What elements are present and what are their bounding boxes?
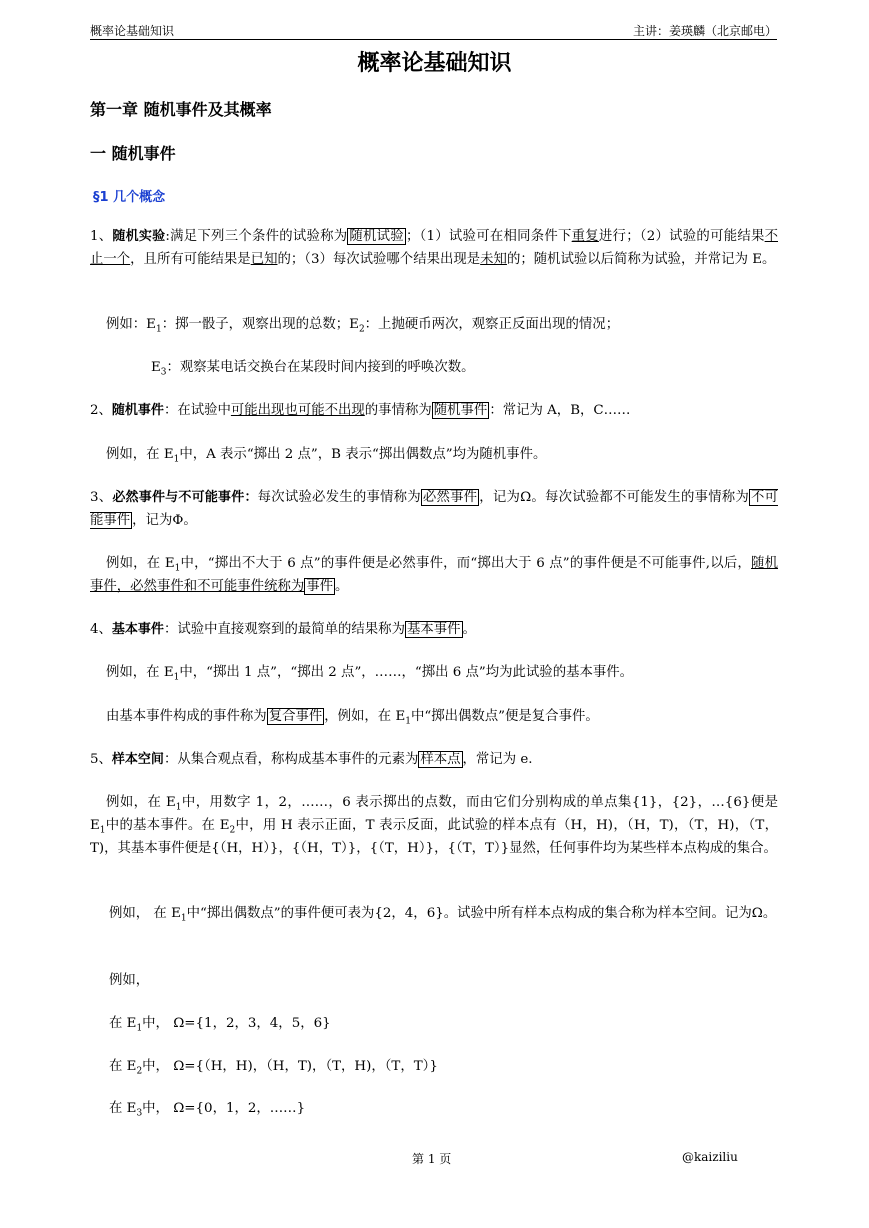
term-basic-event: 基本事件: [111, 622, 164, 637]
text: 例如，在 E: [106, 665, 174, 680]
example3: [90, 552, 778, 598]
subscript: 1: [173, 454, 180, 465]
boxed-term: 不可能事件: [90, 490, 779, 528]
subscript: 3: [160, 367, 167, 378]
example5: [90, 791, 778, 860]
text: ，常记为 e.: [462, 752, 533, 767]
paragraph-item4: [90, 618, 778, 641]
text: 中，A 表示“掷出 2 点”，B 表示“掷出偶数点”均为随机事件。: [179, 447, 547, 462]
text: ，记为Φ。: [132, 513, 197, 528]
item-number: 2、: [90, 403, 112, 418]
example1-line2: [151, 356, 475, 379]
subscript: 1: [155, 324, 162, 335]
text: ：从集合观点看，称构成基本事件的元素为: [163, 752, 419, 767]
subscript: 1: [136, 1023, 143, 1034]
text: 中，用 H 表示正面，T 表示反面，此试验的样本点有（H，H)，（H，T)，（T，H)，（T，T)，其基本事件便是{（H，H）}，{（H，T）}，{（T，H）}，{（T，T）}显然，任何事件均为某些样本点构成的集合。: [90, 818, 778, 856]
subsection-heading: §1 几个概念: [93, 190, 166, 205]
boxed-term: 事件: [306, 579, 334, 594]
author-handle: @kaiziliu: [682, 1150, 738, 1164]
subscript: 1: [99, 825, 106, 836]
page-header: [90, 20, 777, 40]
boxed-term: 随机试验: [349, 229, 404, 244]
text: 每次试验必发生的事情称为: [257, 490, 421, 505]
text: 中，用数字 1，2，……，6 表示掷出的点数，而由它们分别构成的单点集{1}，{2}，…{6}便是 E: [90, 795, 778, 833]
item-number: 5、: [90, 752, 112, 767]
text: ：常记为 A，B，C……: [489, 403, 631, 418]
paragraph-item5: [90, 748, 778, 771]
sample-space-e3: [109, 1097, 305, 1120]
text: 的事情称为: [364, 403, 432, 418]
text: 满足下列三个条件的试验称为: [169, 229, 348, 244]
boxed-term: 随机事件: [433, 403, 488, 418]
boxed-term: 样本点: [420, 752, 461, 767]
subscript: 2: [136, 1066, 143, 1077]
text: 例如：E: [106, 317, 156, 332]
text: 中“掷出偶数点”的事件便可表为{2，4，6}。试验中所有样本点构成的集合称为样本空间。记为Ω。: [186, 906, 777, 921]
text: 的；（3）每次试验哪个结果出现是: [277, 252, 481, 267]
chapter-heading: 第一章 随机事件及其概率: [90, 100, 272, 119]
text: 中，“掷出不大于 6 点”的事件便是必然事件，而“掷出大于 6 点”的事件便是不可能事件,以后，: [180, 556, 752, 571]
underlined-term: 随机事件，必然事件和不可能事件统称为: [90, 556, 779, 594]
text: 例如， 在 E: [109, 906, 181, 921]
underlined-term: 不止一个: [90, 229, 778, 267]
paragraph-item1: [90, 225, 778, 271]
boxed-term: 复合事件: [268, 709, 323, 724]
header-right: 主讲：姜瑛麟（北京邮电）: [632, 24, 777, 38]
item-number: 1、: [90, 229, 113, 244]
underlined-term: 已知: [250, 252, 278, 267]
text: ，例如，在 E: [324, 709, 406, 724]
text: ：观察某电话交换台在某段时间内接到的呼唤次数。: [166, 360, 475, 375]
sample-space-e1: [109, 1012, 331, 1035]
boxed-term: 必然事件: [422, 490, 478, 505]
text: 的；随机试验以后简称为试验，并常记为 E。: [506, 252, 776, 267]
text: 由基本事件构成的事件称为: [106, 709, 267, 724]
compound-event-line: [106, 705, 599, 728]
paragraph-item3: [90, 486, 778, 532]
text: 中， Ω={（H，H)，（H，T)，（T，H)，（T，T）}: [142, 1059, 438, 1074]
text: 中， Ω={1，2，3，4，5，6}: [142, 1016, 331, 1031]
boxed-term: 基本事件: [406, 622, 461, 637]
text: 中“掷出偶数点”便是复合事件。: [410, 709, 599, 724]
sample-space-e2: [109, 1055, 438, 1078]
subscript: 2: [358, 324, 365, 335]
text: 在 E: [109, 1016, 137, 1031]
page-title: 概率论基础知识: [357, 51, 512, 76]
text: 。: [462, 622, 476, 637]
term-random-event: 随机事件: [111, 403, 164, 418]
text: 例如，在 E: [106, 447, 174, 462]
term-sample-space: 样本空间: [111, 752, 164, 767]
text: 在 E: [109, 1059, 137, 1074]
underlined-term: 未知: [480, 252, 507, 267]
underlined-term: 重复: [571, 229, 599, 244]
text: ；（1）试验可在相同条件下: [405, 229, 572, 244]
text: ：在试验中: [163, 403, 231, 418]
subscript: 1: [173, 672, 180, 683]
subscript: 1: [405, 716, 411, 727]
subscript: 1: [180, 913, 187, 924]
example7-intro: 例如，: [109, 973, 150, 988]
paragraph-item2: [90, 399, 778, 422]
text: 进行；（2）试验的可能结果: [598, 229, 765, 244]
text: 例如，在 E: [106, 556, 175, 571]
text: 中的基本事件。在 E: [105, 818, 230, 833]
example1-line1: [106, 313, 619, 336]
colon: :: [165, 229, 170, 244]
text: ，且所有可能结果是: [130, 252, 251, 267]
text: ：上抛硬币两次，观察正反面出现的情况；: [364, 317, 620, 332]
subscript: 1: [175, 802, 182, 813]
example4: [106, 661, 633, 684]
item-number: 3、: [90, 490, 113, 505]
header-left: 概率论基础知识: [90, 24, 175, 38]
text: 例如，在 E: [106, 795, 176, 810]
text: 。: [335, 579, 349, 594]
text: ：掷一骰子，观察出现的总数；E: [161, 317, 359, 332]
text: 在 E: [109, 1101, 137, 1116]
text: 中，“掷出 1 点”，“掷出 2 点”，……，“掷出 6 点”均为此试验的基本事件。: [179, 665, 634, 680]
subscript: 1: [174, 563, 181, 574]
text: ：试验中直接观察到的最简单的结果称为: [163, 622, 405, 637]
underlined-term: 可能出现也可能不出现: [230, 403, 365, 418]
text: ，记为Ω。每次试验都不可能发生的事情称为: [479, 490, 750, 505]
subscript: 2: [229, 825, 236, 836]
example2: [106, 443, 546, 466]
item-number: 4、: [90, 622, 112, 637]
text: E: [151, 360, 161, 375]
subscript: 3: [136, 1108, 143, 1119]
example6: [90, 902, 778, 925]
term-certain-impossible-event: 必然事件与不可能事件：: [112, 490, 258, 505]
text: 中， Ω={0，1，2，……}: [142, 1101, 306, 1116]
section-heading: 一 随机事件: [90, 144, 176, 163]
page-number: 第 1 页: [412, 1152, 452, 1166]
term-random-experiment: 随机实验: [112, 229, 166, 244]
